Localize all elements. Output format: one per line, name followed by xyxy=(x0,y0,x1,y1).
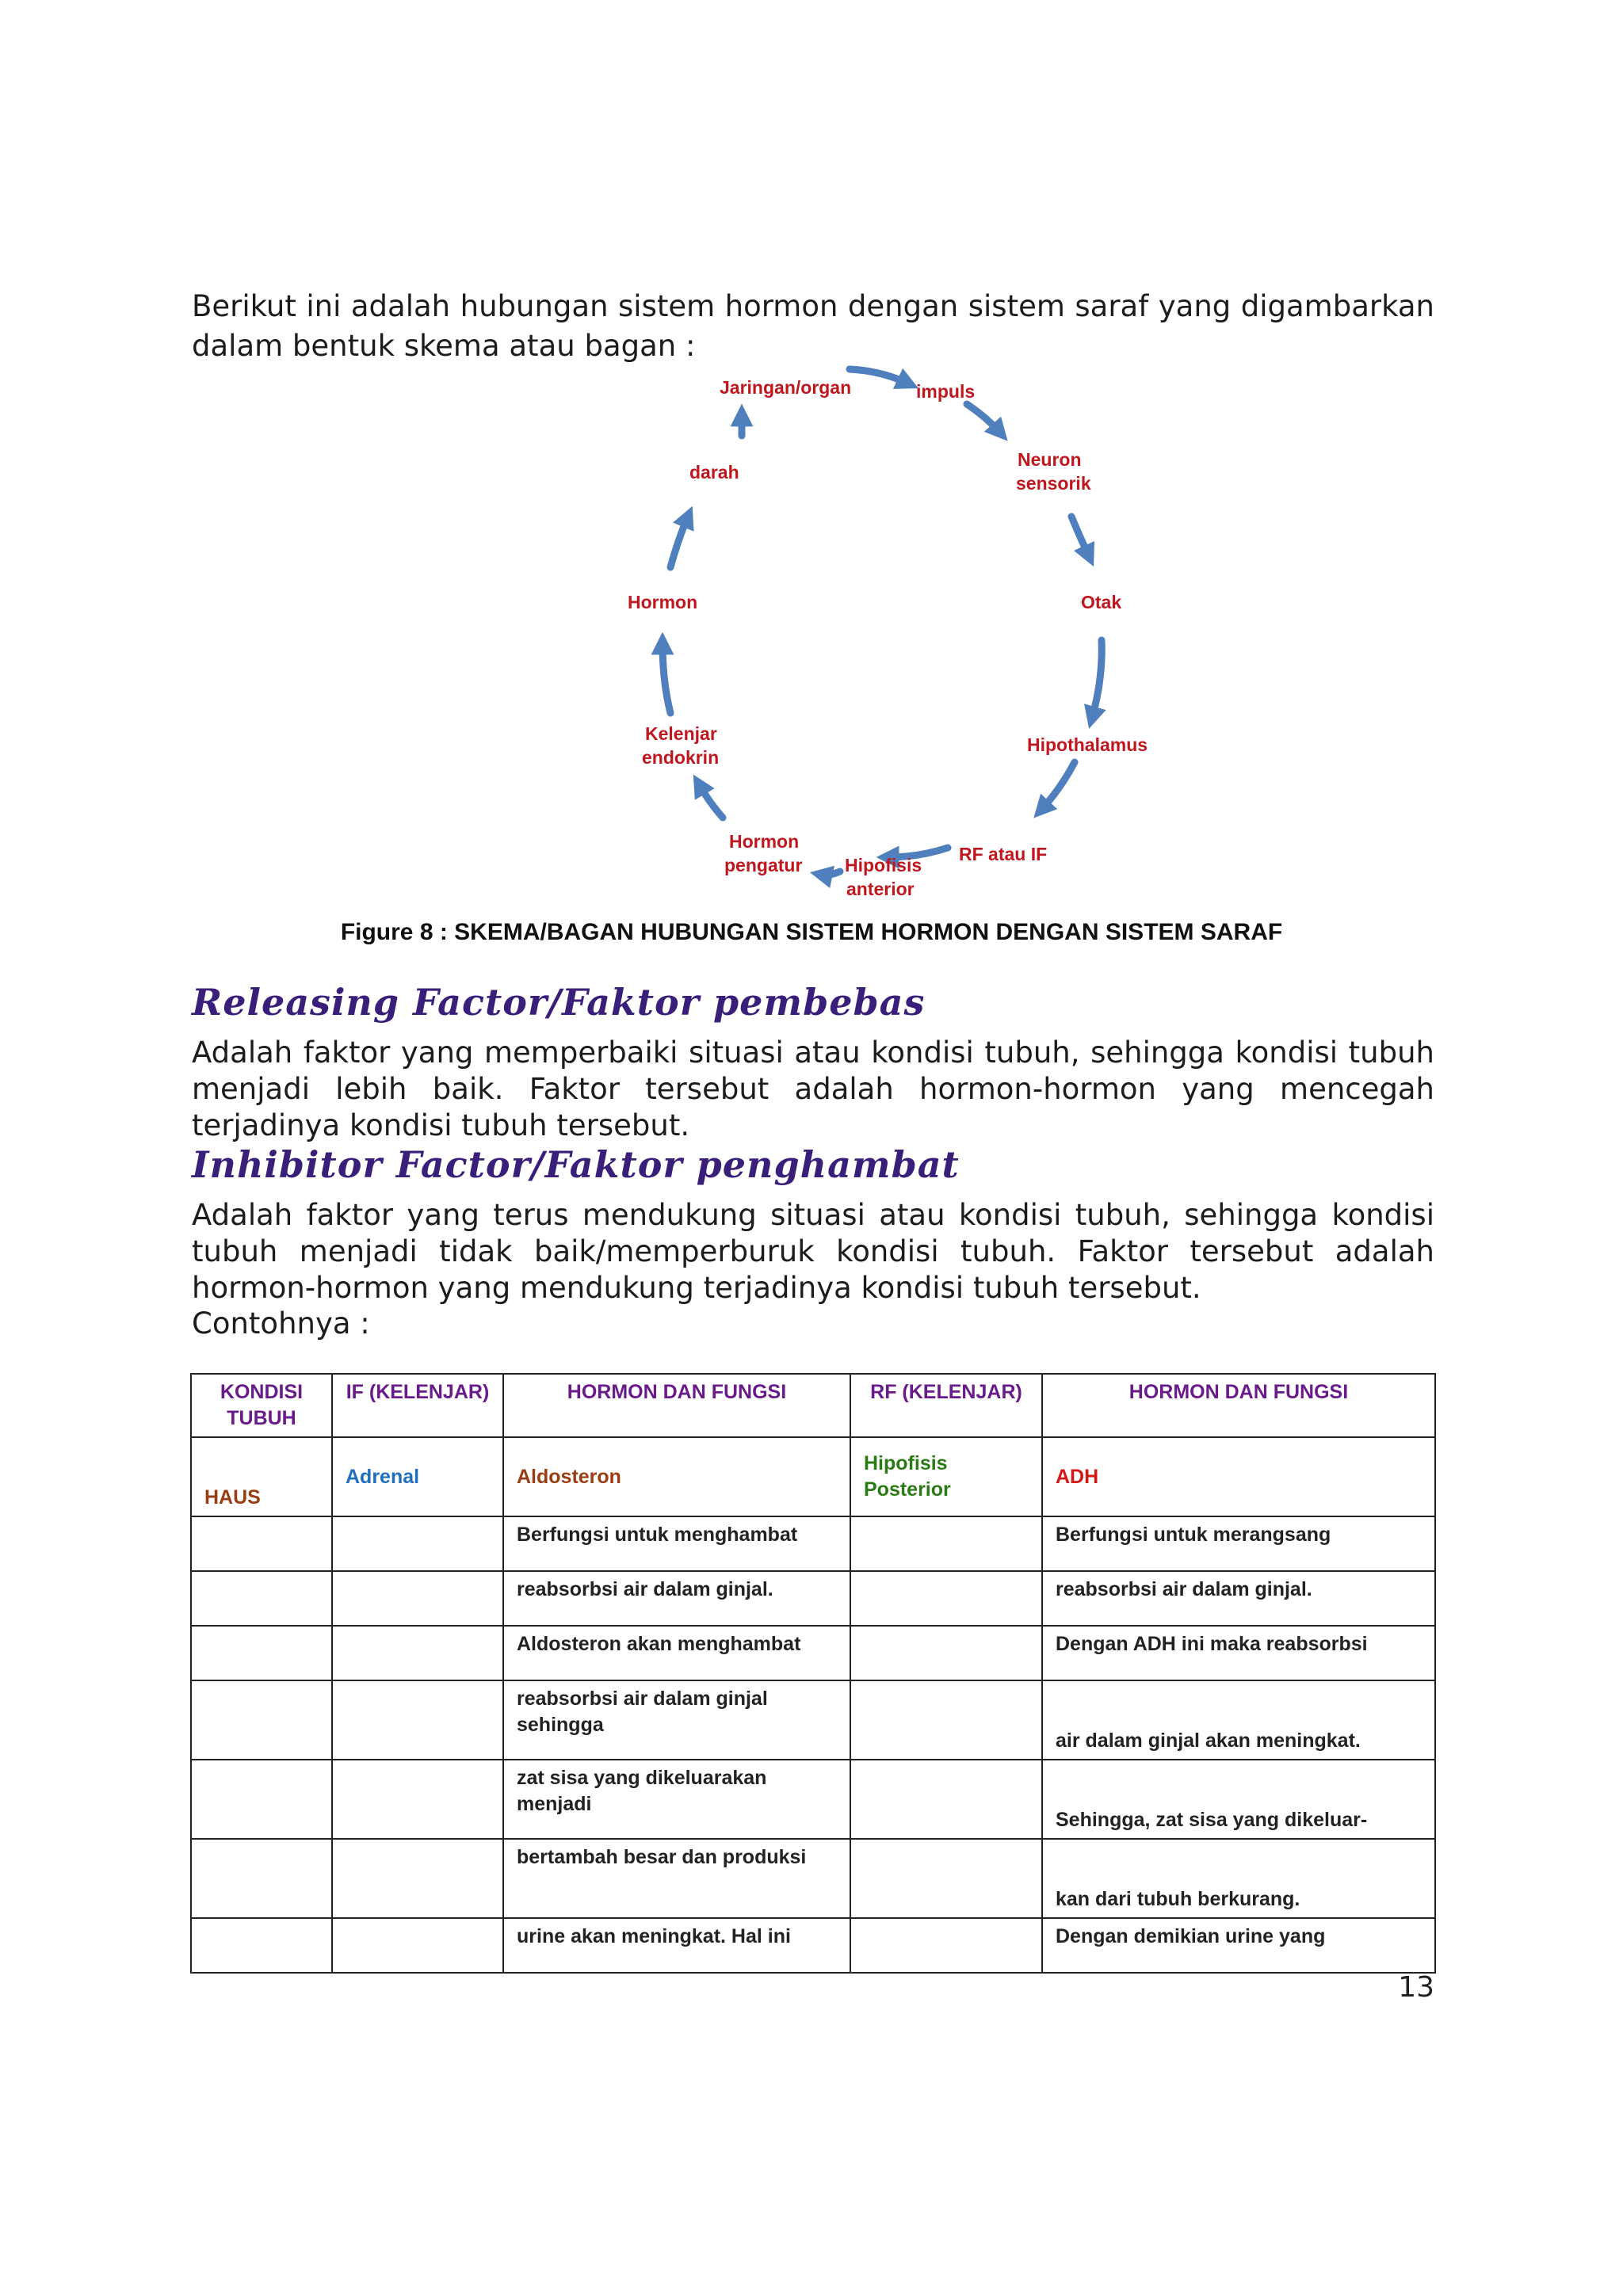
cell-rf-hipofisis-line-1: Hipofisis xyxy=(864,1452,948,1474)
cell-rf-description: kan dari tubuh berkurang. xyxy=(1042,1839,1435,1918)
header-hormon-fungsi-rf: HORMON DAN FUNGSI xyxy=(1042,1374,1435,1437)
label-hormon-pengatur-2: pengatur xyxy=(724,855,803,875)
table-row xyxy=(191,1571,1435,1626)
table-row xyxy=(191,1626,1435,1680)
label-neuron-1: Neuron xyxy=(1018,449,1082,470)
header-hormon-fungsi-if: HORMON DAN FUNGSI xyxy=(503,1374,850,1437)
heading-releasing-factor: Releasing Factor/Faktor pembebas xyxy=(192,981,926,1024)
cell-hormon-adh: ADH xyxy=(1042,1437,1435,1516)
arrow-pengatur-to-kelenjar xyxy=(699,784,723,818)
cell-if-description: Berfungsi untuk menghambat xyxy=(503,1516,850,1571)
label-darah: darah xyxy=(689,462,739,482)
cell-empty xyxy=(191,1760,332,1839)
label-hipofisis-2: anterior xyxy=(846,879,915,899)
table-row xyxy=(191,1760,1435,1839)
label-hormon-pengatur-1: Hormon xyxy=(729,831,800,852)
cell-empty xyxy=(332,1571,503,1626)
table-row-haus xyxy=(191,1437,1435,1516)
table-header-row xyxy=(191,1374,1435,1437)
cell-empty xyxy=(191,1626,332,1680)
label-hipothalamus: Hipothalamus xyxy=(1027,734,1148,755)
cell-kondisi-haus: HAUS xyxy=(191,1437,332,1516)
releasing-paragraph: Adalah faktor yang memperbaiki situasi atau kondisi tubuh, sehingga kondisi tubuh menjadi lebih baik. Faktor tersebut adalah hormon-hormon yang mencegah terjadinya kondisi tubuh tersebut. xyxy=(192,1035,1434,1142)
cell-rf-hipofisis xyxy=(850,1437,1042,1516)
arrow-otak-to-hipothalamus xyxy=(1092,640,1102,718)
cell-if-description: urine akan meningkat. Hal ini xyxy=(503,1918,850,1973)
cell-rf-hipofisis-line-2: Posterior xyxy=(864,1478,951,1501)
intro-line-1: Berikut ini adalah hubungan sistem hormon dengan sistem saraf yang digambarkan xyxy=(192,289,1434,323)
heading-inhibitor-factor: Inhibitor Factor/Faktor penghambat xyxy=(192,1143,960,1186)
header-kondisi-line-2: TUBUH xyxy=(227,1407,296,1429)
arrow-hipofisis-to-hormon-pengatur xyxy=(821,871,840,875)
inhibitor-paragraph: Adalah faktor yang terus mendukung situasi atau kondisi tubuh, sehingga kondisi tubuh menjadi tidak baik/memperburuk kondisi tubuh. Faktor tersebut adalah hormon-hormon yang mendukung terjadinya kondisi tubuh tersebut. xyxy=(192,1198,1434,1305)
arrow-hipothalamus-to-rf xyxy=(1041,762,1075,810)
cell-empty xyxy=(332,1839,503,1918)
cell-empty xyxy=(332,1918,503,1973)
header-kondisi-tubuh xyxy=(191,1374,332,1437)
cell-hormon-aldosteron: Aldosteron xyxy=(503,1437,850,1516)
cell-empty xyxy=(191,1571,332,1626)
table-row xyxy=(191,1918,1435,1973)
cell-rf-description: Berfungsi untuk merangsang xyxy=(1042,1516,1435,1571)
cell-rf-description: air dalam ginjal akan meningkat. xyxy=(1042,1680,1435,1760)
header-kondisi-line-1: KONDISI xyxy=(220,1381,304,1403)
table-row xyxy=(191,1680,1435,1760)
cell-if-adrenal: Adrenal xyxy=(332,1437,503,1516)
cell-empty xyxy=(332,1680,503,1760)
label-kelenjar-2: endokrin xyxy=(642,747,720,768)
header-rf-kelenjar: RF (KELENJAR) xyxy=(850,1374,1042,1437)
cell-empty xyxy=(850,1626,1042,1680)
cell-if-description: Aldosteron akan menghambat xyxy=(503,1626,850,1680)
arrow-jaringan-to-impuls xyxy=(850,369,908,383)
label-otak: Otak xyxy=(1081,592,1122,612)
table-row xyxy=(191,1516,1435,1571)
cell-if-description: zat sisa yang dikeluarakan menjadi xyxy=(503,1760,850,1839)
intro-line-2: dalam bentuk skema atau bagan : xyxy=(192,329,696,363)
cell-rf-description: Dengan ADH ini maka reabsorbsi xyxy=(1042,1626,1435,1680)
label-kelenjar-1: Kelenjar xyxy=(645,723,717,744)
cell-if-description: bertambah besar dan produksi xyxy=(503,1839,850,1918)
cell-empty xyxy=(191,1839,332,1918)
cell-empty xyxy=(850,1839,1042,1918)
hormone-nerve-cycle-diagram xyxy=(0,349,1623,903)
cell-empty xyxy=(850,1571,1042,1626)
cell-empty xyxy=(850,1680,1042,1760)
label-impuls: impuls xyxy=(916,381,976,402)
cell-empty xyxy=(332,1626,503,1680)
arrow-kelenjar-to-hormon xyxy=(663,643,670,713)
arrow-hormon-to-darah xyxy=(670,517,688,567)
cell-if-description: reabsorbsi air dalam ginjal sehingga xyxy=(503,1680,850,1760)
cell-empty xyxy=(850,1760,1042,1839)
cell-rf-description: Dengan demikian urine yang xyxy=(1042,1918,1435,1973)
cell-empty xyxy=(850,1516,1042,1571)
figure-caption: Figure 8 : SKEMA/BAGAN HUBUNGAN SISTEM HORMON DENGAN SISTEM SARAF xyxy=(340,919,1283,945)
cell-rf-description: Sehingga, zat sisa yang dikeluar- xyxy=(1042,1760,1435,1839)
label-jaringan-organ: Jaringan/organ xyxy=(720,377,852,398)
cell-rf-description: reabsorbsi air dalam ginjal. xyxy=(1042,1571,1435,1626)
inhibitor-example-label: Contohnya : xyxy=(192,1306,370,1341)
arrow-impuls-to-neuron xyxy=(967,404,1000,433)
label-hormon: Hormon xyxy=(628,592,698,612)
cell-empty xyxy=(332,1516,503,1571)
cell-empty xyxy=(191,1918,332,1973)
label-neuron-2: sensorik xyxy=(1016,473,1091,494)
page-number: 13 xyxy=(1398,1971,1434,2004)
cell-if-description: reabsorbsi air dalam ginjal. xyxy=(503,1571,850,1626)
label-hipofisis-1: Hipofisis xyxy=(845,855,922,875)
table-row xyxy=(191,1839,1435,1918)
header-if-kelenjar: IF (KELENJAR) xyxy=(332,1374,503,1437)
cell-empty xyxy=(332,1760,503,1839)
arrow-neuron-to-otak xyxy=(1071,517,1089,556)
cell-empty xyxy=(191,1680,332,1760)
hormone-factor-table xyxy=(190,1373,1436,1974)
cell-empty xyxy=(191,1516,332,1571)
label-rf-if: RF atau IF xyxy=(959,844,1048,864)
cell-empty xyxy=(850,1918,1042,1973)
